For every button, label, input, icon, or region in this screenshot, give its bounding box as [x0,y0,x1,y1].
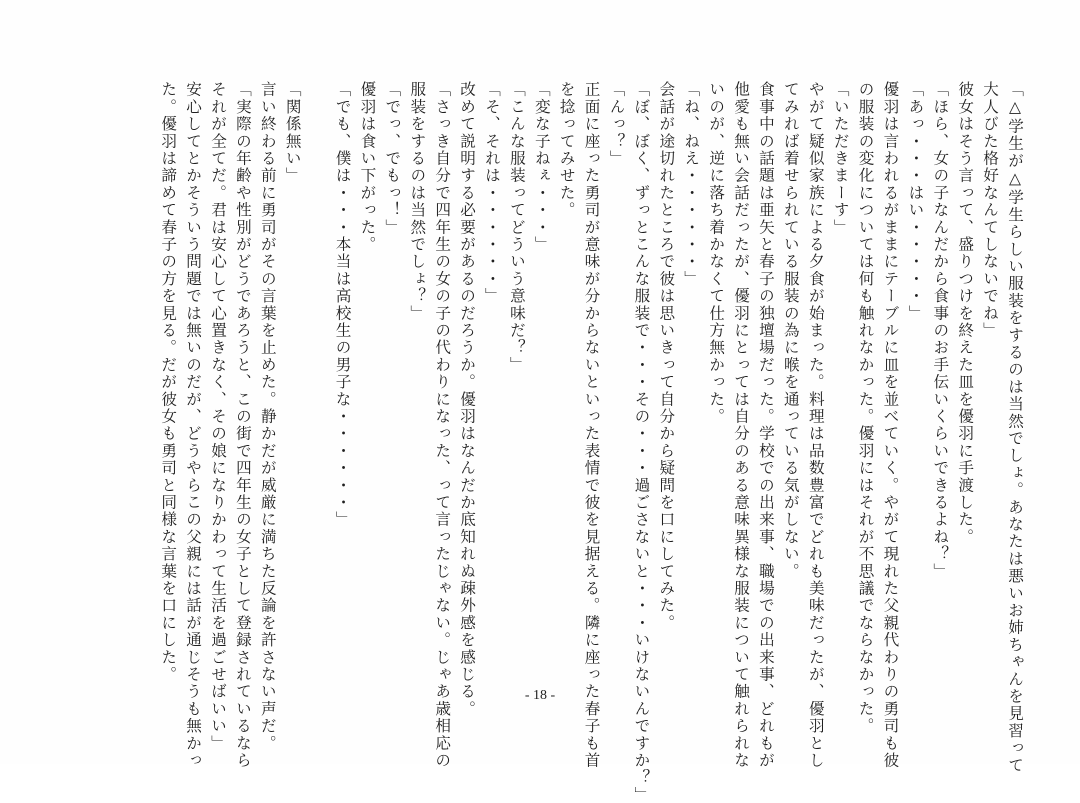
text-line: 「関係無い」 [283,81,302,185]
text-line: の服装の変化については何も触れなかった。優羽にはそれが不思議でならなかった。 [856,81,875,735]
text-line: 「そ、それは・・・・・・」 [482,81,501,305]
text-line: 正面に座った勇司が意味が分からないといった表情で彼を見据える。隣に座った春子も首 [582,81,601,769]
text-line: 彼女はそう言って、盛りつけを終えた皿を優羽に手渡した。 [956,81,975,546]
text-line: 「ぼ、ぼく、ずっとこんな服装で・・・その・・・過ごさないと・・・いけないんですか？」 [632,81,651,803]
text-line: 「でも、僕は・・・本当は高校生の男子な・・・・・・」 [333,81,352,529]
page-number: - 18 - [524,688,556,703]
text-line: 「でっ、でもっ！」 [383,81,402,236]
blank-line [305,81,330,681]
text-line: やがて疑似家族による夕食が始まった。料理は品数豊富でどれも美味だったが、優羽とし [806,81,825,769]
text-line: 「△学生が△学生らしい服装をするのは当然でしょ。あなたは悪いお姉ちゃんを見習って [1006,81,1024,774]
text-line: 「あっ・・・はい・・・・・」 [906,81,925,322]
text-line: 安心してとかそういう問題では無いのだが、どうやらこの父親には話が通じそうも無かっ [184,81,203,769]
text-line: 優羽は食い下がった。 [358,81,377,253]
text-line: てみれば着せられている服装の為に喉を通っている気がしない。 [781,81,800,580]
text-line: 「こんな服装ってどういう意味だ？」 [507,81,526,374]
text-line: 「さっき自分で四年生の女の子の代わりになった、って言ったじゃない。じゃあ歳相応の [433,81,452,769]
text-line: 優羽は言われるがままにテーブルに皿を並べていく。やがて現れた父親代わりの勇司も彼 [881,81,900,769]
text-line: 「んっ？」 [607,81,626,167]
text-line: 「ほら、女の子なんだから食事のお手伝いくらいできるよね？」 [931,81,950,580]
text-line: いのが、逆に落ち着かなくて仕方無かった。 [707,81,726,425]
text-line: 他愛も無い会話だったが、優羽にとっては自分のある意味異様な服装について触れられな [732,81,751,769]
text-line: た。優羽は諦めて春子の方を見る。だが彼女も勇司と同様な言葉を口にした。 [159,81,178,683]
text-line: 会話が途切れたところで彼は思いきって自分から疑問を口にしてみた。 [657,81,676,632]
text-line: 大人びた格好なんてしないでね」 [981,81,1000,339]
text-line: を捻ってみせた。 [557,81,576,219]
text-line: 「変な子ねぇ・・・」 [532,81,551,253]
text-line: それが全てだ。君は安心して心置きなく、その娘になりかわって生活を過ごせばいい」 [209,81,227,752]
text-line: 言い終わる前に勇司がその言葉を止めた。静かだが威厳に満ちた反論を許さない声だ。 [258,81,277,752]
text-line: 「ね、ねえ・・・・・・」 [682,81,701,288]
text-line: 「いただきまーす」 [831,81,850,236]
text-line: 「実際の年齢や性別がどうであろうと、この街で四年生の女子として登録されているなら [233,81,252,769]
text-line: 服装をするのは当然でしょ？」 [408,81,427,322]
text-line: 改めて説明する必要があるのだろうか。優羽はなんだか底知れぬ疎外感を感じる。 [458,81,477,718]
text-line: 食事中の話題は亜矢と春子の独壇場だった。学校での出来事、職場での出来事、どれもが [756,81,775,769]
